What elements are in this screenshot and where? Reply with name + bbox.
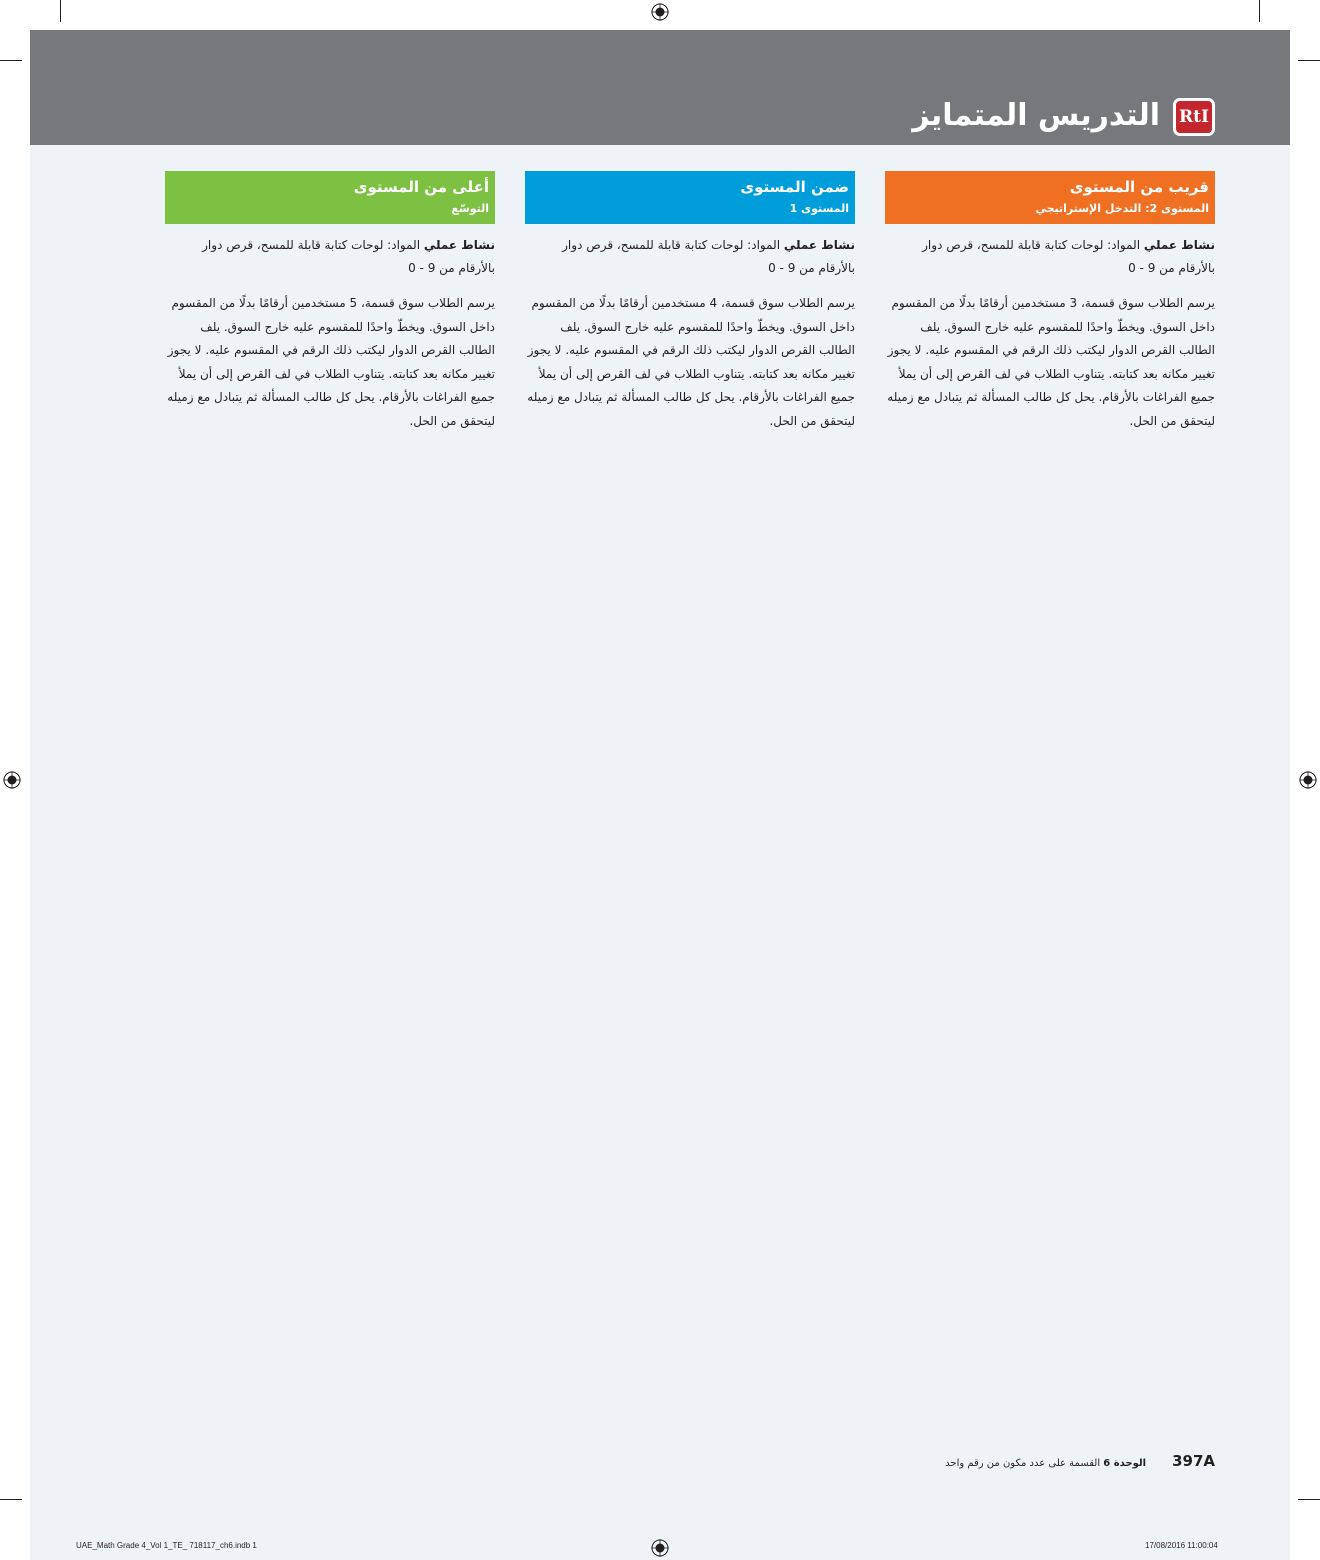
column-header-beyond (165, 171, 495, 224)
column-title: أعلى من المستوى (353, 178, 489, 196)
column-body (165, 224, 495, 433)
activity-paragraph: يرسم الطلاب سوق قسمة، 3 مستخدمين أرقامًا بدلًا من المقسوم داخل السوق. ويخطّ واحدًا للمقسوم عليه خارج السوق. يلف الطالب القرص الدوار ليكتب ذلك الرقم في المقسوم عليه. لا يجوز تغيير مكانه بعد كتابته. يتناوب الطلاب في لف القرص إلى أن يملأ جميع الفراغات بالأرقام. يحل كل طالب المسألة ثم يتبادل مع زميله ليتحقق من الحل. (887, 296, 1215, 428)
materials-text: المواد: لوحات كتابة قابلة للمسح، قرص دوار بالأرقام من 9 - 0 (202, 238, 495, 275)
column-subtitle: المستوى 2: التدخل الإستراتيجي (1035, 202, 1209, 215)
activity-label: نشاط عملي (783, 238, 855, 252)
materials-paragraph (525, 234, 855, 280)
activity-paragraph: يرسم الطلاب سوق قسمة، 5 مستخدمين أرقامًا بدلًا من المقسوم داخل السوق. ويخطّ واحدًا للمقسوم عليه خارج السوق. يلف الطالب القرص الدوار ليكتب ذلك الرقم في المقسوم عليه. لا يجوز تغيير مكانه بعد كتابته. يتناوب الطلاب في لف القرص إلى أن يملأ جميع الفراغات بالأرقام. يحل كل طالب المسألة ثم يتبادل مع زميله ليتحقق من الحل. (167, 296, 495, 428)
column-title: قريب من المستوى (1069, 178, 1209, 196)
registration-mark-icon (3, 771, 21, 789)
crop-mark (60, 0, 61, 22)
registration-mark-icon (1299, 771, 1317, 789)
crop-mark (0, 60, 22, 61)
crop-mark (1298, 60, 1320, 61)
materials-text: المواد: لوحات كتابة قابلة للمسح، قرص دوار بالأرقام من 9 - 0 (562, 238, 855, 275)
materials-paragraph (885, 234, 1215, 280)
page-footer (945, 1452, 1215, 1470)
column-beyond-level (165, 171, 495, 433)
column-header-approaching (885, 171, 1215, 224)
column-body (885, 224, 1215, 433)
print-slug-date: 17/08/2016 11:00:04 (1145, 1541, 1218, 1550)
column-header-on-level (525, 171, 855, 224)
column-subtitle: المستوى 1 (789, 202, 849, 215)
unit-text: القسمة على عدد مكون من رقم واحد (945, 1458, 1104, 1469)
print-slug-file: UAE_Math Grade 4_Vol 1_TE_ 718117_ch6.indb 1 (76, 1541, 257, 1550)
materials-text: المواد: لوحات كتابة قابلة للمسح، قرص دوار بالأرقام من 9 - 0 (922, 238, 1215, 275)
page-number: 397A (1172, 1452, 1215, 1470)
column-title: ضمن المستوى (740, 178, 849, 196)
column-subtitle: التوسّع (451, 202, 489, 215)
activity-paragraph: يرسم الطلاب سوق قسمة، 4 مستخدمين أرقامًا بدلًا من المقسوم داخل السوق. ويخطّ واحدًا للمقسوم عليه خارج السوق. يلف الطالب القرص الدوار ليكتب ذلك الرقم في المقسوم عليه. لا يجوز تغيير مكانه بعد كتابته. يتناوب الطلاب في لف القرص إلى أن يملأ جميع الفراغات بالأرقام. يحل كل طالب المسألة ثم يتبادل مع زميله ليتحقق من الحل. (527, 296, 855, 428)
activity-label: نشاط عملي (1143, 238, 1215, 252)
crop-mark (1259, 0, 1260, 22)
column-body (525, 224, 855, 433)
activity-label: نشاط عملي (423, 238, 495, 252)
unit-label: الوحدة 6 (1103, 1458, 1147, 1469)
crop-mark (1298, 1499, 1320, 1500)
registration-mark-icon (651, 3, 669, 21)
crop-mark (0, 1499, 22, 1500)
rti-badge: RtI (1173, 98, 1215, 136)
page-title: التدريس المتمايز (912, 98, 1160, 133)
column-on-level (525, 171, 855, 433)
materials-paragraph (165, 234, 495, 280)
registration-mark-icon (651, 1539, 669, 1557)
column-approaching-level (885, 171, 1215, 433)
